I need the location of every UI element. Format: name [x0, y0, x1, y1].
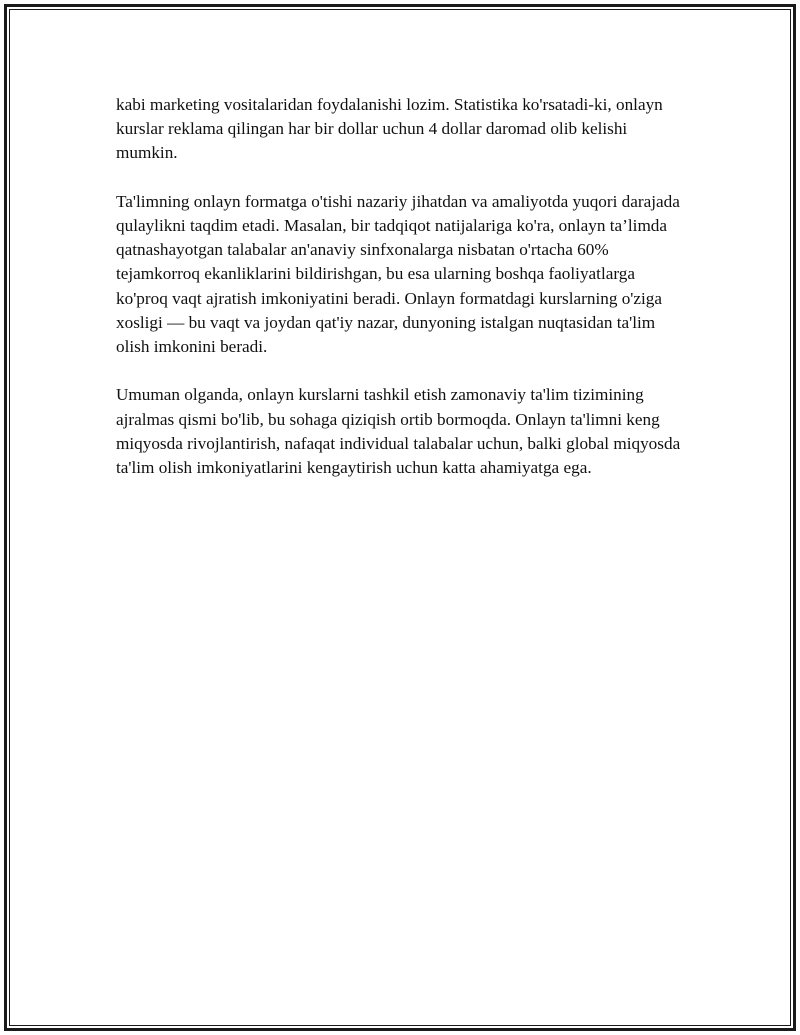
document-body: [116, 93, 691, 504]
paragraph-2: Ta'limning onlayn formatga o'tishi nazariy jihatdan va amaliyotda yuqori darajada qulaylikni taqdim etadi. Masalan, bir tadqiqot natijalariga ko'ra, onlayn ta’limda qatnashayotgan talabalar an'anaviy sinfxonalarga nisbatan o'rtacha 60% tejamkorroq ekanliklarini bildirishgan, bu esa ularning boshqa faoliyatlarga ko'proq vaqt ajratish imkoniyatini beradi. Onlayn formatdagi kurslarning o'ziga xosligi — bu vaqt va joydan qat'iy nazar, dunyoning istalgan nuqtasidan ta'lim olish imkonini beradi.: [116, 191, 680, 357]
paragraph-3: Umuman olganda, onlayn kurslarni tashkil etish zamonaviy ta'lim tizimining ajralmas qismi bo'lib, bu sohaga qiziqish ortib bormoqda. Onlayn ta'limni keng miqyosda rivojlantirish, nafaqat individual talabalar uchun, balki global miqyosda ta'lim olish imkoniyatlarini kengaytirish uchun katta ahamiyatga ega.: [116, 385, 681, 478]
paragraph-1: kabi marketing vositalaridan foydalanishi lozim. Statistika ko'rsatadi-ki, onlayn kurslar reklama qilingan har bir dollar uchun 4 dollar daromad olib kelishi mumkin.: [116, 95, 663, 163]
